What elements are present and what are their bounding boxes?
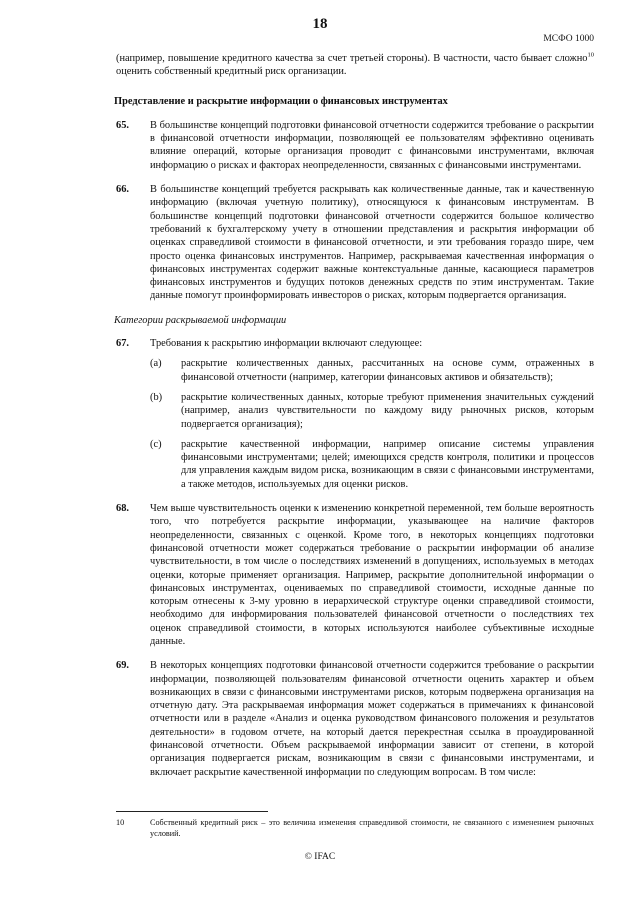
paragraph-67 (116, 337, 594, 491)
list-item (150, 357, 594, 384)
paragraph-68 (116, 502, 594, 648)
document-code: МСФО 1000 (543, 34, 594, 44)
paragraph-number: 65. (116, 119, 129, 131)
copyright-footer: © IFAC (304, 852, 336, 862)
list-item (150, 391, 594, 431)
footnote-text: Собственный кредитный риск – это величина изменения справедливой стоимости, не связанного с изменением рыночных условий. (150, 818, 594, 838)
paragraph-number: 69. (116, 660, 129, 672)
subheading: Категории раскрываемой информации (114, 314, 287, 326)
list-item (150, 438, 594, 491)
paragraph-text: В большинстве концепций требуется раскрывать как количественные данные, так и качественную информацию (включая учетную политику), относящуюся к финансовым инструментам. В большинстве концепций подготовки финансовой отчетности содержится большое количество требований к бухгалтерскому учету в отношении представления и раскрытия информации об оценках справедливой стоимости в финансовой отчетности, и эти требования гораздо шире, чем просто оценка финансовых инструментов. Например, раскрываемая качественная информация о финансовых инструментах содержит важные контекстуальные данные, касающиеся параметров финансовых инструментов и будущих потоков денежных средств по этим инструментам. Такие данные помогут проинформировать инвесторов о рисках, которым подвергается организация. (150, 184, 594, 302)
footnote-divider (116, 811, 268, 812)
paragraph-65 (116, 119, 594, 172)
paragraph-66 (116, 183, 594, 303)
footnote-reference: 10 (587, 51, 594, 59)
footnote-number: 10 (116, 818, 125, 827)
intro-paragraph (116, 52, 594, 79)
page-body (116, 52, 594, 790)
intro-text-end: оценить собственный кредитный риск организации. (116, 66, 347, 78)
intro-text: (например, повышение кредитного качества за счет третьей стороны). В частности, часто бывает сложно (116, 53, 588, 64)
list-item-text: раскрытие количественных данных, рассчитанных на основе сумм, отраженных в финансовой отчетности (например, категории финансовых активов и обязательств); (181, 358, 594, 383)
paragraph-text: В некоторых концепциях подготовки финансовой отчетности содержится требование о раскрытии информации, позволяющей пользователям финансовой отчетности оценить характер и объем возникающих в связи с финансовыми инструментами рисков, которым подвержена организация на отчетную дату. Эта раскрываемая информация может содержаться в примечаниях к финансовой отчетности или в разделе «Анализ и оценка руководством финансового положения и результатов деятельности» в годовом отчете, на который дается перекрестная ссылка в проаудированной финансовой отчетности. Объем раскрываемой информации зависит от степени, в которой организация подвергается рискам, возникающим в связи с финансовыми инструментами, и включает раскрытие качественной информации по следующим вопросам. В том числе: (150, 660, 594, 778)
list-item-label: (a) (150, 358, 162, 370)
list-item-label: (c) (150, 438, 162, 450)
paragraph-number: 67. (116, 338, 129, 350)
paragraph-text: Требования к раскрытию информации включают следующее: (150, 338, 423, 350)
paragraph-text: В большинстве концепций подготовки финансовой отчетности содержится требование о раскрытии в финансовой отчетности информации, позволяющей ее пользователям эффективно оценивать влияние операций, которые организация проводит с финансовыми инструментами, включая информацию о рисках и факторах неопределенности, связанных с финансовыми инструментами. (150, 119, 594, 171)
list-item-text: раскрытие качественной информации, например описание системы управления финансовыми инструментами; целей; имеющихся средств контроля, политики и процессов для управления каждым видом риска, возникающим в связи с финансовыми инструментами, а также методов, используемых для оценки рисков. (181, 438, 594, 490)
list-item-label: (b) (150, 391, 163, 403)
paragraph-69 (116, 659, 594, 779)
paragraph-text: Чем выше чувствительность оценки к изменению конкретной переменной, тем больше вероятность того, что потребуется раскрытие информации, указывающее на наличие факторов неопределенности, связанных с оценкой. Кроме того, в некоторых концепциях подготовки финансовой отчетности может содержаться требование о раскрытии информации об анализе чувствительности, в том числе о последствиях изменений в допущениях, используемых в методах оценки, которые применяет организация. Например, раскрытие дополнительной информации о финансовых инструментах, оцениваемых по справедливой стоимости, исходные данные по которым отнесены к 3-му уровню в иерархической структуре оценки справедливой стоимости, необходимо для информирования пользователей финансовой отчетности о последствиях тех оценок справедливой стоимости, в которых используются наиболее субъективные исходные данные. (150, 503, 594, 647)
paragraph-body (150, 337, 594, 491)
list-item-text: раскрытие количественных данных, которые требуют применения значительных суждений (например, анализ чувствительности по каждому виду рыночных рисков, которым подвергается организация); (181, 391, 594, 430)
footnote (116, 817, 594, 839)
page-number: 18 (312, 16, 328, 32)
paragraph-number: 66. (116, 184, 129, 196)
paragraph-number: 68. (116, 503, 129, 515)
section-heading: Представление и раскрытие информации о финансовых инструментах (114, 95, 448, 107)
